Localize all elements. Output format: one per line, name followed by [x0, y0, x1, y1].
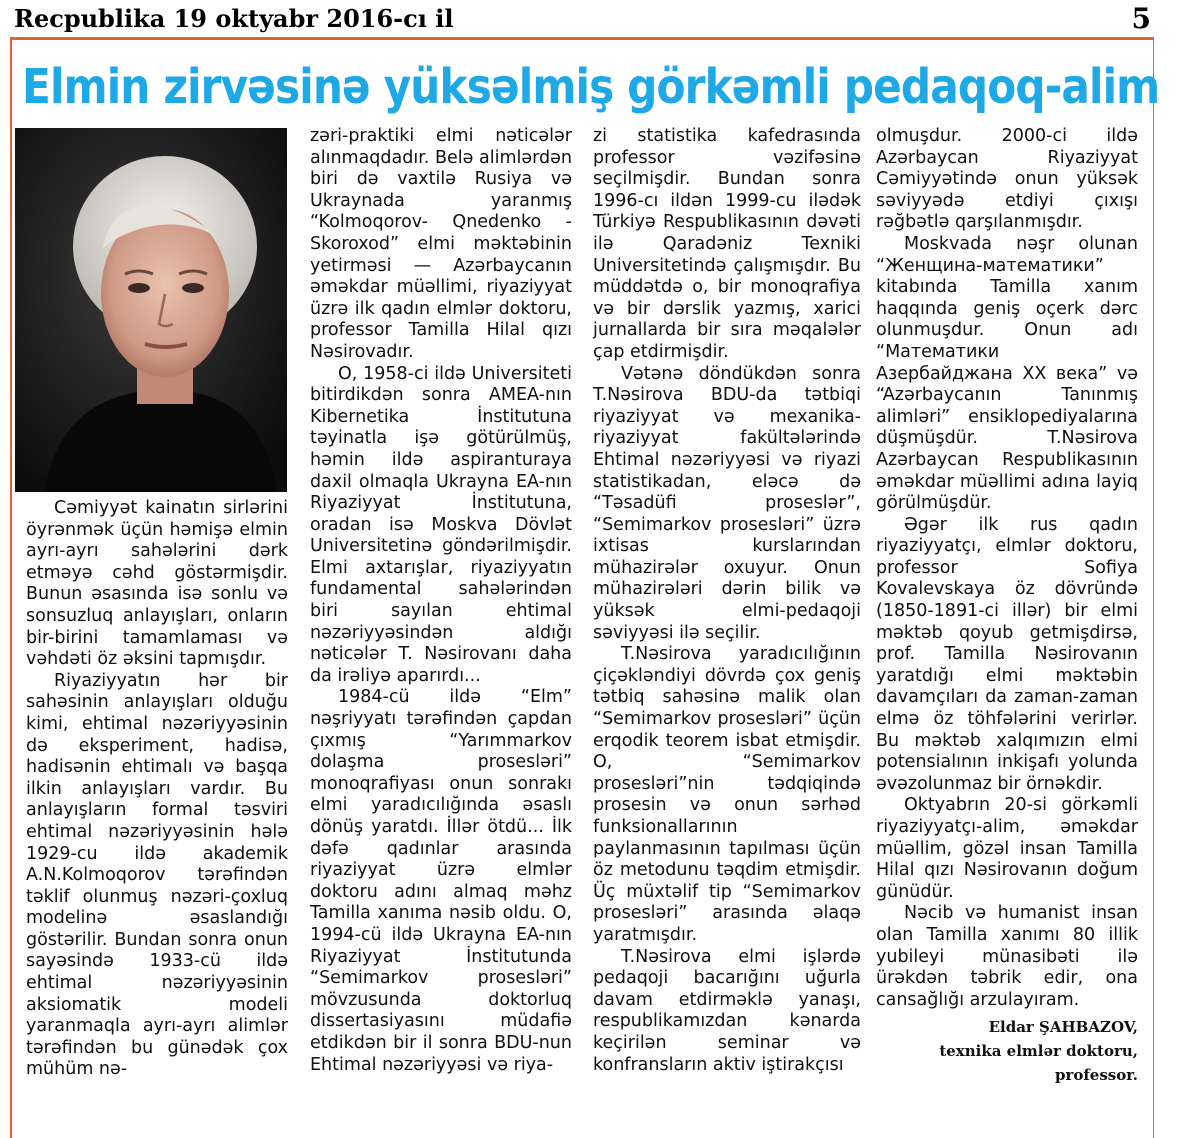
author-name: Eldar ŞAHBAZOV,	[988, 1018, 1138, 1037]
paragraph: Riyaziyyatın hər bir sahəsinin anlayışları olduğu kimi, ehtimal nəzəriyyəsinin də eksperiment, hadisə, hadisənin ehtimalı və başqa ilkin anlayışları vardır. Bu anlayışların formal təsviri ehtimal nəzəriyyəsinin hələ 1929-cu ildə akademik A.N.Kolmoqorov tərəfindən təklif olunmuş nəzəri-çoxluq modelinə əsaslandığı göstərilir. Bundan sonra onun sayəsində 1933-cü ildə ehtimal nəzəriyyəsinin aksiomatik modeli yaranmaqla ayrı-ayrı alimlər tərəfindən bu günədək çox mühüm nə-	[26, 670, 288, 1080]
paragraph: Moskvada nəşr olunan “Женщина-математики” kitabında Tamilla xanım haqqında geniş oçerk dərc olunmuşdur. Onun adı “Математики Азербайджана XX века” və “Azərbaycanın Tanınmış alimləri” ensiklopediyalarına düşmüşdür. T.Nəsirova Azərbaycan Respublikasının əməkdar müəllimi adına layiq görülmüşdür.	[876, 233, 1138, 514]
author-signature	[876, 1015, 1138, 1087]
headline: Elmin zirvəsinə yüksəlmiş görkəmli pedaqoq-alim	[22, 59, 1160, 115]
paragraph: T.Nəsirova yaradıcılığının çiçəkləndiyi dövrdə çox geniş tətbiq sahəsinə malik olan “Semimarkov prosesləri” üçün erqodik teorem isbat etmişdir. O, “Semimarkov prosesləri”nin tədqiqində prosesin və onun sərhəd funksionallarının paylanmasının tapılması üçün öz metodunu təqdim etmişdir. Üç müxtəlif tip “Semimarkov prosesləri” arasında əlaqə yaratmışdır.	[593, 644, 861, 945]
author-title: texnika elmlər doktoru,	[939, 1042, 1138, 1061]
column-4	[876, 126, 1138, 1087]
paragraph: Oktyabrın 20-si görkəmli riyaziyyatçı-alim, əməkdar müəllim, gözəl insan Tamilla Hilal qızı Nəsirovanın doğum günüdür.	[876, 795, 1138, 902]
column-2	[310, 126, 572, 1076]
paragraph: 1984-cü ildə “Elm” nəşriyyatı tərəfindən çapdan çıxmış “Yarımmarkov dolaşma prosesləri” monoqrafiyası onun sonrakı elmi yaradıcılığında əsaslı dönüş yaratdı. İllər ötdü... İlk dəfə qadınlar arasında riyaziyyat üzrə elmlər doktoru adını almaq məhz Tamilla xanıma nəsib oldu. O, 1994-cü ildə Ukrayna EA-nın Riyaziyyat İnstitutunda “Semimarkov prosesləri” mövzusunda doktorluq dissertasiyasını müdafiə etdikdən bir il sonra BDU-nun Ehtimal nəzəriyyəsi və riya-	[310, 687, 572, 1075]
column-1	[26, 498, 288, 1081]
author-rank: professor.	[1054, 1066, 1138, 1085]
portrait-illustration	[15, 128, 287, 492]
paragraph: zəri-praktiki elmi nəticələr alınmaqdadır. Belə alimlərdən biri də vaxtilə Rusiya və Ukraynada yaranmış “Kolmoqorov- Qnedenko - Skoroxod” elmi məktəbinin yetirməsi — Azərbaycanın əməkdar müəllimi, riyaziyyat üzrə ilk qadın elmlər doktoru, professor Tamilla Hilal qızı Nəsirovadır.	[310, 126, 572, 362]
page-number: 5	[1131, 2, 1151, 35]
left-rule	[10, 40, 12, 1138]
paragraph: Vətənə döndükdən sonra T.Nəsirova BDU-da tətbiqi riyaziyyat və mexanika-riyaziyyat fakültələrində Ehtimal nəzəriyyəsi və riyazi statistikadan, eləcə də “Təsadüfi proseslər”, “Semimarkov prosesləri” üzrə ixtisas kurslarından mühazirələr oxuyur. Onun mühazirələri dərin bilik və yüksək elmi-pedaqoji səviyyəsi ilə seçilir.	[593, 363, 861, 643]
top-rule	[10, 37, 1154, 40]
paragraph: T.Nəsirova elmi işlərdə pedaqoji bacarığını uğurla davam etdirməklə yanaşı, respublikamızdan kənarda keçirilən seminar və konfransların aktiv iştirakçısı	[593, 946, 861, 1075]
paragraph: Cəmiyyət kainatın sirlərini öyrənmək üçün həmişə elmin ayrı-ayrı sahələrini dərk etməyə cəhd göstərmişdir. Bunun əsasında isə sonlu və sonsuzluq anlayışları, onların bir-birini tamamlaması və vəhdəti öz əksini tapmışdır.	[26, 498, 288, 670]
paragraph: O, 1958-ci ildə Universiteti bitirdikdən sonra AMEA-nın Kibernetika İnstitutuna təyinatla işə götürülmüş, həmin ildə aspiranturaya daxil olmaqla Ukrayna EA-nın Riyaziyyat İnstitutuna, oradan isə Moskva Dövlət Universitetinə göndərilmişdir. Elmi axtarışlar, riyaziyyatın fundamental sahələrindən biri sayılan ehtimal nəzəriyyəsindən aldığı nəticələr T. Nəsirovanı daha da irəliyə aparırdı...	[310, 363, 572, 686]
column-3	[593, 126, 861, 1076]
paragraph: olmuşdur. 2000-ci ildə Azərbaycan Riyaziyyat Cəmiyyətində onun yüksək səviyyədə etdiyi çıxışı rəğbətlə qarşılanmışdır.	[876, 126, 1138, 233]
paragraph: Nəcib və humanist insan olan Tamilla xanımı 80 illik yubileyi münasibəti ilə ürəkdən təbrik edir, ona cansağlığı arzulayıram.	[876, 903, 1138, 1010]
paragraph: zi statistika kafedrasında professor vəzifəsinə seçilmişdir. Bundan sonra 1996-cı ildən 1999-cu ilədək Türkiyə Respublikasının dəvəti ilə Qaradəniz Texniki Universitetində çalışmışdır. Bu müddətdə o, bir monoqrafiya və bir dərslik yazmış, xarici jurnallarda bir sıra məqalələr çap etdirmişdir.	[593, 126, 861, 362]
masthead: Recpublika 19 oktyabr 2016-cı il	[14, 4, 454, 33]
portrait-photo	[15, 128, 287, 492]
paragraph: Əgər ilk rus qadın riyaziyyatçı, elmlər doktoru, professor Sofiya Kovalevskaya öz dövründə (1850-1891-ci illər) bir elmi məktəb qoyub getmişdirsə, prof. Tamilla Nəsirovanın yaratdığı elmi məktəbin davamçıları da zaman-zaman elmə öz töhfələrini verirlər. Bu məktəb xalqımızın elmi potensialının inkişafı yolunda əvəzolunmaz bir örnəkdir.	[876, 514, 1138, 794]
right-rule	[1153, 37, 1154, 1138]
